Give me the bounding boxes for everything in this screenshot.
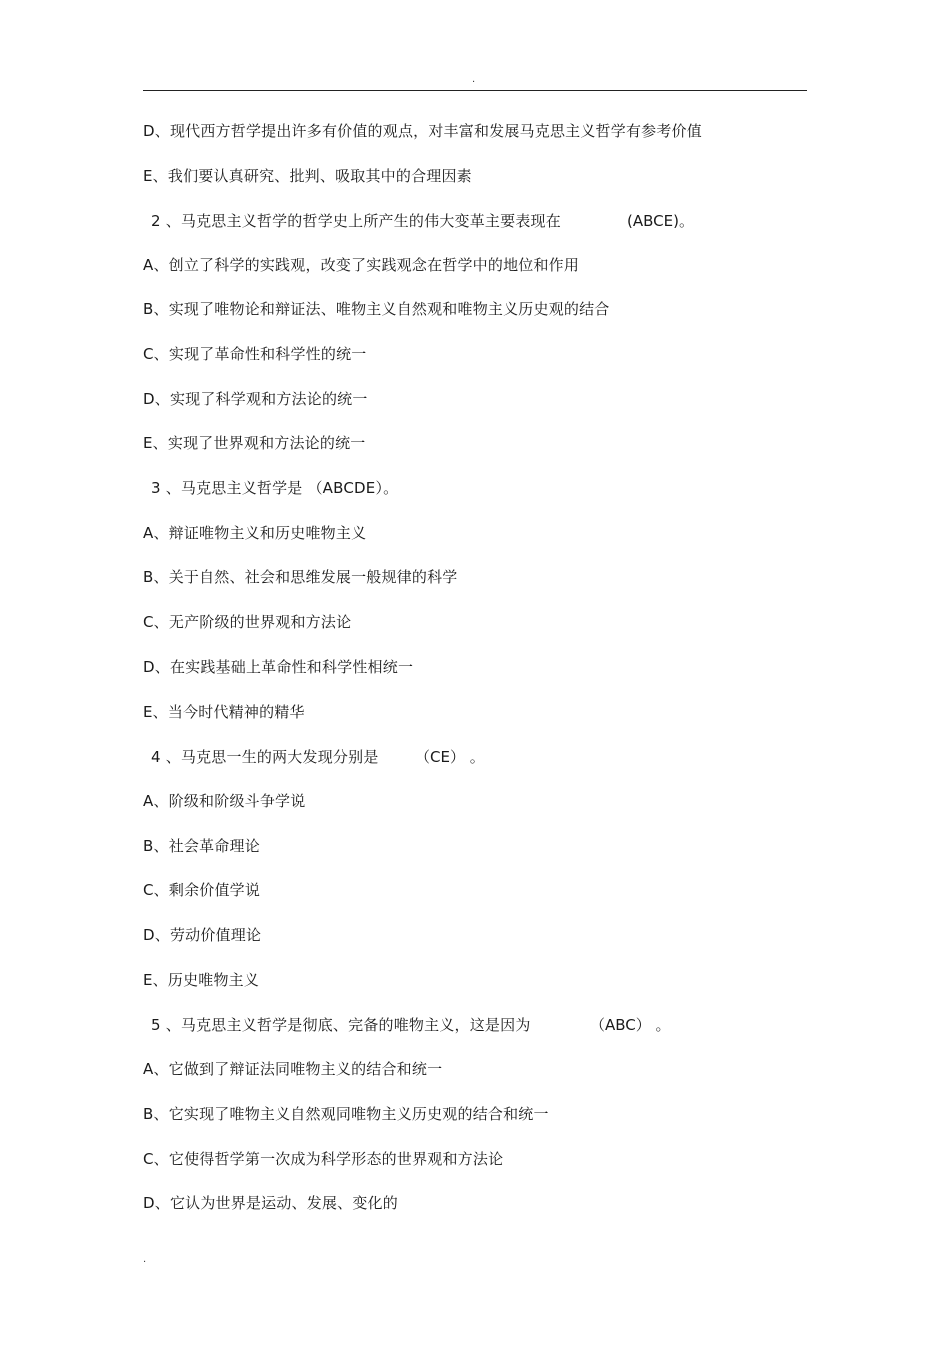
option-line: D、实现了科学观和方法论的统一	[143, 390, 368, 408]
option-line: C、剩余价值学说	[143, 881, 261, 899]
question-line: 5 、马克思主义哲学是彻底、完备的唯物主义，这是因为	[151, 1016, 531, 1034]
option-line: B、关于自然、社会和思维发展一般规律的科学	[143, 568, 458, 586]
option-line: A、它做到了辩证法同唯物主义的结合和统一	[143, 1060, 443, 1078]
option-line: C、实现了革命性和科学性的统一	[143, 345, 367, 363]
option-line: D、它认为世界是运动、发展、变化的	[143, 1194, 398, 1212]
footer-marker: .	[143, 1254, 147, 1265]
option-line: B、实现了唯物论和辩证法、唯物主义自然观和唯物主义历史观的结合	[143, 300, 610, 318]
option-line: E、当今时代精神的精华	[143, 703, 305, 721]
option-line: A、创立了科学的实践观，改变了实践观念在哲学中的地位和作用	[143, 256, 580, 274]
question-answer: （CE） 。	[415, 748, 485, 766]
option-line: B、它实现了唯物主义自然观同唯物主义历史观的结合和统一	[143, 1105, 549, 1123]
option-line: A、辩证唯物主义和历史唯物主义	[143, 524, 367, 542]
option-line: C、无产阶级的世界观和方法论	[143, 613, 352, 631]
header-marker: .	[472, 74, 476, 85]
question-line: 2 、马克思主义哲学的哲学史上所产生的伟大变革主要表现在	[151, 212, 561, 230]
option-line: C、它使得哲学第一次成为科学形态的世界观和方法论	[143, 1150, 504, 1168]
option-line: E、实现了世界观和方法论的统一	[143, 434, 366, 452]
header-rule	[143, 90, 807, 91]
question-answer: (ABCE)。	[627, 212, 694, 230]
option-line: B、社会革命理论	[143, 837, 260, 855]
question-line: 3 、马克思主义哲学是 （ABCDE）。	[151, 479, 399, 497]
option-line: D、现代西方哲学提出许多有价值的观点，对丰富和发展马克思主义哲学有参考价值	[143, 122, 702, 140]
option-line: E、我们要认真研究、批判、吸取其中的合理因素	[143, 167, 472, 185]
option-line: D、劳动价值理论	[143, 926, 262, 944]
option-line: E、历史唯物主义	[143, 971, 260, 989]
option-line: A、阶级和阶级斗争学说	[143, 792, 306, 810]
question-line: 4 、马克思一生的两大发现分别是	[151, 748, 379, 766]
option-line: D、在实践基础上革命性和科学性相统一	[143, 658, 414, 676]
question-answer: （ABC） 。	[590, 1016, 671, 1034]
